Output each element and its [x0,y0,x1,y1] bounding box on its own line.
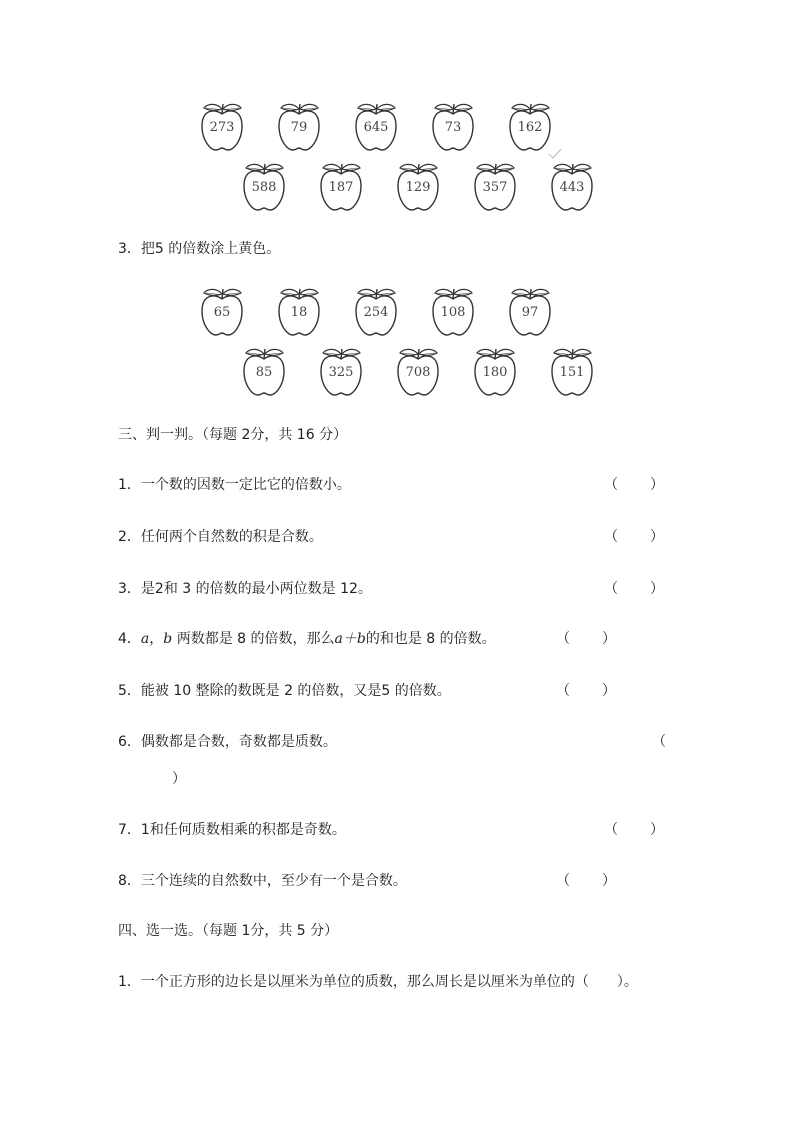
answer-paren-1-close: ） [650,477,664,493]
judge-item-5: 5．能被 10 整除的数既是 2 的倍数，又是5 的倍数。 [118,683,451,699]
answer-paren-6-open[interactable]: （ [652,734,666,750]
apple-number-card[interactable] [352,100,400,154]
apple-number-card[interactable] [506,285,554,339]
choice-question-1: 1．一个正方形的边长是以厘米为单位的质数，那么周长是以厘米为单位的（ ）。 [118,974,638,990]
answer-paren-7-open[interactable]: （ [604,822,618,838]
answer-paren-5-open[interactable]: （ [556,683,570,699]
apple-number-card[interactable] [240,345,288,399]
apple-number: 18 [290,305,308,320]
apple-number: 254 [363,305,389,320]
judge-item-4 [118,628,496,648]
answer-paren-7-close: ） [650,822,664,838]
apple-number: 97 [521,305,539,320]
apple-number-card[interactable] [394,345,442,399]
apple-number: 357 [482,180,508,195]
apple-number-card[interactable] [198,285,246,339]
apple-number: 325 [328,365,354,380]
apple-number-card[interactable] [471,345,519,399]
apple-number-card[interactable] [429,285,477,339]
apple-number: 588 [251,180,277,195]
judge-item-1: 1．一个数的因数一定比它的倍数小。 [118,477,351,493]
apple-number-card[interactable] [548,160,596,214]
apple-number-card[interactable] [394,160,442,214]
apple-number: 187 [328,180,354,195]
apple-number-card[interactable] [352,285,400,339]
apple-number: 151 [559,365,585,380]
answer-paren-6-close: ） [172,771,186,787]
judge-item-7: 7．1和任何质数相乘的积都是奇数。 [118,822,346,838]
judge-item-8: 8．三个连续的自然数中，至少有一个是合数。 [118,873,407,889]
apple-number: 645 [363,120,389,135]
apple-number-card[interactable] [317,345,365,399]
answer-paren-1-open[interactable]: （ [604,477,618,493]
apple-number-card[interactable] [317,160,365,214]
answer-paren-2-open[interactable]: （ [604,529,618,545]
answer-paren-3-open[interactable]: （ [604,581,618,597]
apple-number-card[interactable] [240,160,288,214]
item-4-suffix: 的和也是 8 的倍数。 [365,631,496,647]
apple-number-card[interactable] [506,100,554,154]
answer-paren-2-close: ） [650,529,664,545]
item-4-mid: 两数都是 8 的倍数，那么 [172,631,335,647]
apple-number: 708 [405,365,431,380]
apple-number: 79 [290,120,308,135]
answer-paren-3-close: ） [650,581,664,597]
apple-number: 129 [405,180,431,195]
answer-paren-4-close: ） [602,631,616,647]
apple-number-card[interactable] [429,100,477,154]
apple-number: 65 [213,305,231,320]
apple-number: 273 [209,120,235,135]
item-4-sep: ， [149,631,164,647]
apple-number: 180 [482,365,508,380]
section-4-heading: 四、选一选。（每题 1分，共 5 分） [118,923,339,939]
answer-paren-4-open[interactable]: （ [556,631,570,647]
item-4-expr: a＋b [334,631,366,647]
item-4-var-b: b [163,631,173,647]
apple-number: 443 [559,180,585,195]
pencil-tick-mark [548,148,562,160]
apple-number: 108 [440,305,466,320]
answer-paren-5-close: ） [602,683,616,699]
apple-number-card[interactable] [198,100,246,154]
item-4-prefix: 4． [118,631,141,647]
apple-number: 85 [255,365,273,380]
apple-number-card[interactable] [275,100,323,154]
question-3-instruction: 3．把5 的倍数涂上黄色。 [118,241,281,257]
apple-number: 73 [444,120,462,135]
answer-paren-8-open[interactable]: （ [556,873,570,889]
apple-number-card[interactable] [471,160,519,214]
judge-item-6: 6．偶数都是合数，奇数都是质数。 [118,734,337,750]
judge-item-2: 2．任何两个自然数的积是合数。 [118,529,323,545]
apple-number: 162 [517,120,543,135]
section-3-heading: 三、判一判。（每题 2分，共 16 分） [118,427,348,443]
apple-number-card[interactable] [275,285,323,339]
judge-item-3: 3．是2和 3 的倍数的最小两位数是 12。 [118,581,372,597]
item-4-var-a: a [140,631,150,647]
apple-number-card[interactable] [548,345,596,399]
answer-paren-8-close: ） [602,873,616,889]
